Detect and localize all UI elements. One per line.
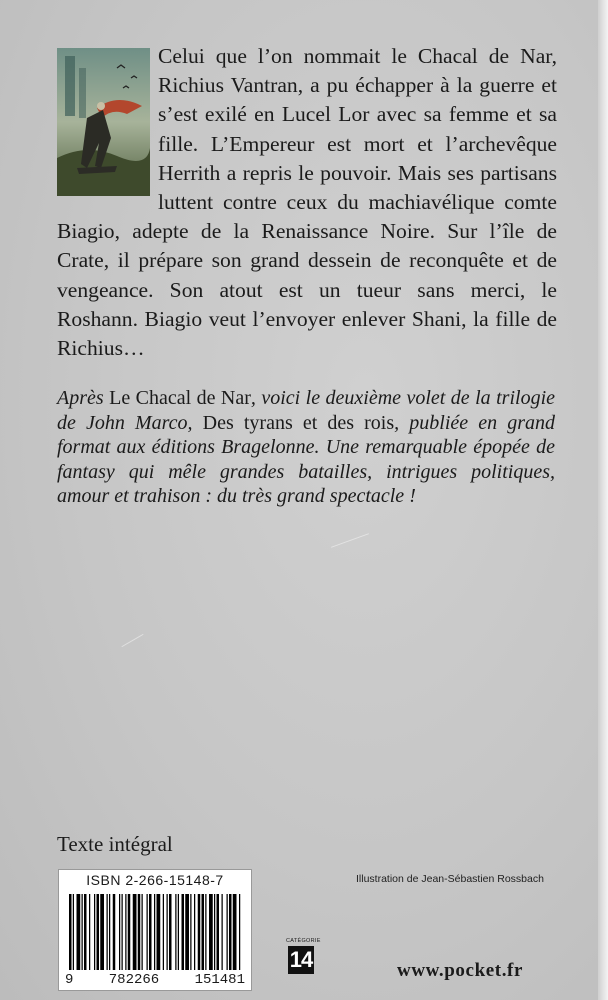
barcode-bar [229, 894, 232, 970]
barcode-bar [100, 894, 104, 970]
barcode-bar [167, 894, 168, 970]
barcode-bar [125, 894, 126, 970]
barcode-bar [227, 894, 228, 970]
barcode-bar [209, 894, 213, 970]
publisher-website: www.pocket.fr [397, 960, 524, 981]
barcode-bar [178, 894, 179, 970]
ean-first-digit: 9 [65, 972, 74, 988]
barcode [65, 894, 245, 972]
barcode-bar [154, 894, 155, 970]
barcode-bar [122, 894, 123, 970]
barcode-bar [163, 894, 164, 970]
barcode-bar [82, 894, 83, 970]
barcode-bar [128, 894, 131, 970]
barcode-bar [217, 894, 220, 970]
barcode-bar [138, 894, 141, 970]
cover-edge [598, 0, 608, 1000]
illustration-credit: Illustration de Jean-Sébastien Rossbach [356, 873, 544, 885]
synopsis-paragraph [57, 42, 557, 363]
barcode-bar [149, 894, 152, 970]
barcode-bar [190, 894, 191, 970]
barcode-bar [109, 894, 110, 970]
barcode-bar [202, 894, 205, 970]
first-volume-title: Le Chacal de Nar [103, 387, 251, 409]
barcode-bar [214, 894, 215, 970]
barcode-bar [239, 894, 240, 970]
barcode-bar [107, 894, 108, 970]
isbn-barcode-box [58, 869, 252, 991]
synopsis-text: Celui que l’on nommait le Chacal de Nar, Richius Vantran, a pu échapper à la guerre et s’est exilé en Lucel Lor avec sa femme et sa fille. L’Empereur est mort et l’archevêque Herrith a repris le pouvoir. Mais ses partisans luttent contre ceux du machiavélique comte Biagio, adepte de la Renaissance Noire. Sur l’île de Crate, il prépare son grand dessein de reconquête et de vengeance. Son atout est un tueur sans merci, le Roshann. Biagio veut l’envoyer enlever Shani, la fille de Richius… [57, 44, 557, 361]
barcode-bar [205, 894, 206, 970]
second-volume-title: Des tyrans et des rois [192, 411, 395, 434]
barcode-bar [185, 894, 189, 970]
barcode-bar [84, 894, 87, 970]
illustration-spacer [57, 42, 158, 197]
age-rating-number: 14 [289, 947, 313, 972]
ean-left-group: 782266 [108, 972, 160, 988]
series-text: , publiée en grand format aux éditions Bragelonne. Une remarquable épopée de fantasy qui mêle grandes batailles, intrigues politiques, amour et trahison : du très grand spectacle ! [57, 411, 555, 507]
series-text: Après [57, 387, 104, 409]
barcode-bar [182, 894, 185, 970]
barcode-bar [77, 894, 81, 970]
barcode-bar [222, 894, 223, 970]
age-rating-badge [286, 937, 321, 983]
full-text-label: Texte intégral [57, 832, 173, 856]
ean-digits [59, 972, 251, 988]
barcode-bar [233, 894, 237, 970]
barcode-bar [113, 894, 116, 970]
series-text: , voici le deuxième volet de la trilogie de John Marco, [57, 387, 556, 434]
barcode-bar [73, 894, 74, 970]
isbn-label: ISBN 2-266-15148-7 [86, 872, 224, 888]
barcode-bar [97, 894, 100, 970]
barcode-bar [89, 894, 90, 970]
age-category-label: CATÉGORIE [286, 938, 321, 944]
barcode-bar [175, 894, 176, 970]
barcode-bar [133, 894, 137, 970]
barcode-bar [147, 894, 148, 970]
barcode-bar [157, 894, 161, 970]
ean-right-group: 151481 [194, 972, 245, 988]
barcode-bar [69, 894, 72, 970]
barcode-bar [169, 894, 172, 970]
barcode-bar [119, 894, 120, 970]
series-paragraph [57, 386, 555, 509]
barcode-bar [198, 894, 201, 970]
barcode-bar [94, 894, 95, 970]
barcode-bar [142, 894, 143, 970]
barcode-bar [194, 894, 195, 970]
